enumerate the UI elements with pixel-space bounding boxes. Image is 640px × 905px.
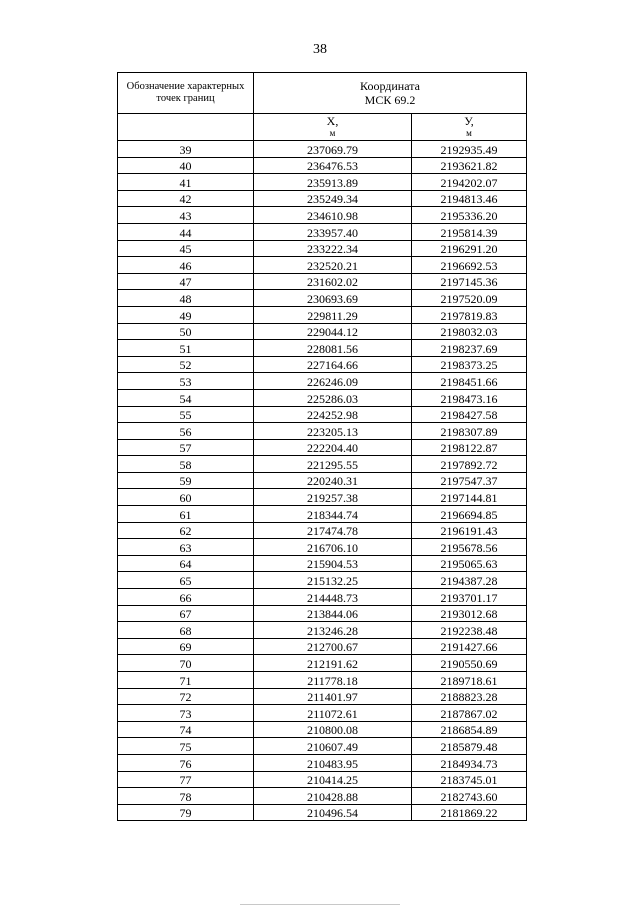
y-coordinate-cell: 2195336.20: [412, 207, 527, 224]
table-row: [118, 340, 527, 357]
table-row: [118, 223, 527, 240]
table-row: [118, 738, 527, 755]
x-coordinate-cell: 237069.79: [254, 141, 412, 158]
table-row: [118, 190, 527, 207]
point-number-cell: 51: [118, 340, 254, 357]
table-row: [118, 141, 527, 158]
table-row: [118, 688, 527, 705]
y-coordinate-cell: 2198373.25: [412, 356, 527, 373]
x-coordinate-cell: 232520.21: [254, 257, 412, 274]
table-row: [118, 323, 527, 340]
point-number-cell: 75: [118, 738, 254, 755]
table-row: [118, 522, 527, 539]
y-coordinate-cell: 2196191.43: [412, 522, 527, 539]
table-row: [118, 373, 527, 390]
y-coordinate-cell: 2186854.89: [412, 721, 527, 738]
point-number-cell: 48: [118, 290, 254, 307]
y-coordinate-cell: 2192238.48: [412, 622, 527, 639]
y-coordinate-cell: 2197819.83: [412, 306, 527, 323]
table-row: [118, 406, 527, 423]
point-number-cell: 65: [118, 572, 254, 589]
point-number-cell: 56: [118, 423, 254, 440]
x-coordinate-cell: 235913.89: [254, 174, 412, 191]
table-row: [118, 622, 527, 639]
table-row: [118, 721, 527, 738]
x-coordinate-cell: 235249.34: [254, 190, 412, 207]
y-column-header: [412, 114, 527, 141]
table-row: [118, 572, 527, 589]
y-coordinate-cell: 2192935.49: [412, 141, 527, 158]
x-coordinate-cell: 210414.25: [254, 771, 412, 788]
table-row: [118, 655, 527, 672]
point-number-cell: 72: [118, 688, 254, 705]
coordinate-system: МСК 69.2: [364, 93, 416, 107]
y-coordinate-cell: 2187867.02: [412, 705, 527, 722]
table-row: [118, 306, 527, 323]
point-number-cell: 78: [118, 788, 254, 805]
y-coordinate-cell: 2194202.07: [412, 174, 527, 191]
y-coordinate-cell: 2196694.85: [412, 506, 527, 523]
x-coordinate-cell: 215904.53: [254, 555, 412, 572]
table-row: [118, 439, 527, 456]
y-coordinate-cell: 2197144.81: [412, 489, 527, 506]
x-coordinate-cell: 230693.69: [254, 290, 412, 307]
x-coordinate-cell: 213246.28: [254, 622, 412, 639]
table-row: [118, 506, 527, 523]
x-coordinate-cell: 226246.09: [254, 373, 412, 390]
point-number-cell: 52: [118, 356, 254, 373]
point-number-cell: 43: [118, 207, 254, 224]
point-number-cell: 64: [118, 555, 254, 572]
y-coordinate-cell: 2196692.53: [412, 257, 527, 274]
x-coordinate-cell: 214448.73: [254, 589, 412, 606]
point-number-cell: 63: [118, 539, 254, 556]
x-column-header: [254, 114, 412, 141]
point-number-cell: 77: [118, 771, 254, 788]
point-number-cell: 49: [118, 306, 254, 323]
x-coordinate-cell: 220240.31: [254, 472, 412, 489]
point-number-cell: 55: [118, 406, 254, 423]
x-coordinate-cell: 210800.08: [254, 721, 412, 738]
y-label: У,: [464, 114, 474, 128]
table-row: [118, 423, 527, 440]
point-number-cell: 46: [118, 257, 254, 274]
point-number-cell: 45: [118, 240, 254, 257]
point-number-cell: 62: [118, 522, 254, 539]
y-coordinate-cell: 2195814.39: [412, 223, 527, 240]
y-coordinate-cell: 2183745.01: [412, 771, 527, 788]
table-row: [118, 672, 527, 689]
table-body: [118, 141, 527, 821]
table-row: [118, 539, 527, 556]
table-row: [118, 273, 527, 290]
point-number-cell: 40: [118, 157, 254, 174]
point-number-cell: 41: [118, 174, 254, 191]
y-coordinate-cell: 2194387.28: [412, 572, 527, 589]
coordinates-table: [117, 72, 527, 821]
x-coordinate-cell: 229044.12: [254, 323, 412, 340]
x-coordinate-cell: 222204.40: [254, 439, 412, 456]
y-coordinate-cell: 2198237.69: [412, 340, 527, 357]
y-coordinate-cell: 2197547.37: [412, 472, 527, 489]
x-coordinate-cell: 227164.66: [254, 356, 412, 373]
table-row: [118, 257, 527, 274]
x-coordinate-cell: 218344.74: [254, 506, 412, 523]
point-number-cell: 61: [118, 506, 254, 523]
y-coordinate-cell: 2198451.66: [412, 373, 527, 390]
y-coordinate-cell: 2189718.61: [412, 672, 527, 689]
x-coordinate-cell: 223205.13: [254, 423, 412, 440]
table-row: [118, 240, 527, 257]
table-row: [118, 804, 527, 821]
x-coordinate-cell: 213844.06: [254, 605, 412, 622]
table-row: [118, 290, 527, 307]
y-coordinate-cell: 2182743.60: [412, 788, 527, 805]
point-number-cell: 53: [118, 373, 254, 390]
x-coordinate-cell: 224252.98: [254, 406, 412, 423]
table-row: [118, 638, 527, 655]
x-coordinate-cell: 219257.38: [254, 489, 412, 506]
point-number-cell: 39: [118, 141, 254, 158]
y-coordinate-cell: 2198122.87: [412, 439, 527, 456]
table-row: [118, 174, 527, 191]
x-coordinate-cell: 233957.40: [254, 223, 412, 240]
point-number-cell: 76: [118, 754, 254, 771]
x-coordinate-cell: 211778.18: [254, 672, 412, 689]
point-number-cell: 44: [118, 223, 254, 240]
point-number-cell: 54: [118, 389, 254, 406]
x-coordinate-cell: 217474.78: [254, 522, 412, 539]
x-coordinate-cell: 221295.55: [254, 456, 412, 473]
point-number-cell: 74: [118, 721, 254, 738]
x-coordinate-cell: 228081.56: [254, 340, 412, 357]
table-row: [118, 605, 527, 622]
point-number-cell: 67: [118, 605, 254, 622]
x-coordinate-cell: 231602.02: [254, 273, 412, 290]
x-unit: м: [329, 128, 336, 138]
y-coordinate-cell: 2188823.28: [412, 688, 527, 705]
table-row: [118, 771, 527, 788]
table-row: [118, 389, 527, 406]
y-coordinate-cell: 2198307.89: [412, 423, 527, 440]
designation-subheader-empty: [118, 114, 254, 141]
table-row: [118, 489, 527, 506]
y-coordinate-cell: 2195678.56: [412, 539, 527, 556]
point-number-cell: 66: [118, 589, 254, 606]
designation-header: Обозначение характерных точек границ: [118, 73, 254, 114]
y-coordinate-cell: 2198473.16: [412, 389, 527, 406]
x-coordinate-cell: 212700.67: [254, 638, 412, 655]
y-coordinate-cell: 2181869.22: [412, 804, 527, 821]
point-number-cell: 47: [118, 273, 254, 290]
table-row: [118, 456, 527, 473]
y-unit: м: [466, 128, 472, 138]
y-coordinate-cell: 2191427.66: [412, 638, 527, 655]
page-number: 38: [313, 42, 327, 57]
point-number-cell: 60: [118, 489, 254, 506]
x-coordinate-cell: 236476.53: [254, 157, 412, 174]
table-row: [118, 754, 527, 771]
point-number-cell: 42: [118, 190, 254, 207]
coordinate-title: Координата: [360, 79, 420, 93]
y-coordinate-cell: 2195065.63: [412, 555, 527, 572]
table-row: [118, 157, 527, 174]
y-coordinate-cell: 2193012.68: [412, 605, 527, 622]
y-coordinate-cell: 2184934.73: [412, 754, 527, 771]
x-coordinate-cell: 229811.29: [254, 306, 412, 323]
point-number-cell: 71: [118, 672, 254, 689]
x-coordinate-cell: 210607.49: [254, 738, 412, 755]
point-number-cell: 59: [118, 472, 254, 489]
x-coordinate-cell: 233222.34: [254, 240, 412, 257]
y-coordinate-cell: 2198032.03: [412, 323, 527, 340]
point-number-cell: 69: [118, 638, 254, 655]
y-coordinate-cell: 2185879.48: [412, 738, 527, 755]
x-coordinate-cell: 210496.54: [254, 804, 412, 821]
y-coordinate-cell: 2193621.82: [412, 157, 527, 174]
y-coordinate-cell: 2196291.20: [412, 240, 527, 257]
y-coordinate-cell: 2197520.09: [412, 290, 527, 307]
y-coordinate-cell: 2194813.46: [412, 190, 527, 207]
x-coordinate-cell: 212191.62: [254, 655, 412, 672]
x-label: Х,: [326, 114, 339, 128]
table-row: [118, 555, 527, 572]
x-coordinate-cell: 210428.88: [254, 788, 412, 805]
point-number-cell: 73: [118, 705, 254, 722]
point-number-cell: 70: [118, 655, 254, 672]
point-number-cell: 57: [118, 439, 254, 456]
point-number-cell: 68: [118, 622, 254, 639]
y-coordinate-cell: 2197145.36: [412, 273, 527, 290]
table-row: [118, 356, 527, 373]
point-number-cell: 58: [118, 456, 254, 473]
x-coordinate-cell: 211072.61: [254, 705, 412, 722]
x-coordinate-cell: 215132.25: [254, 572, 412, 589]
table-row: [118, 788, 527, 805]
y-coordinate-cell: 2190550.69: [412, 655, 527, 672]
y-coordinate-cell: 2198427.58: [412, 406, 527, 423]
y-coordinate-cell: 2197892.72: [412, 456, 527, 473]
table-row: [118, 207, 527, 224]
x-coordinate-cell: 210483.95: [254, 754, 412, 771]
x-coordinate-cell: 211401.97: [254, 688, 412, 705]
table-row: [118, 705, 527, 722]
y-coordinate-cell: 2193701.17: [412, 589, 527, 606]
x-coordinate-cell: 234610.98: [254, 207, 412, 224]
x-coordinate-cell: 216706.10: [254, 539, 412, 556]
coordinate-header: [254, 73, 527, 114]
point-number-cell: 50: [118, 323, 254, 340]
table-row: [118, 589, 527, 606]
x-coordinate-cell: 225286.03: [254, 389, 412, 406]
table-row: [118, 472, 527, 489]
point-number-cell: 79: [118, 804, 254, 821]
